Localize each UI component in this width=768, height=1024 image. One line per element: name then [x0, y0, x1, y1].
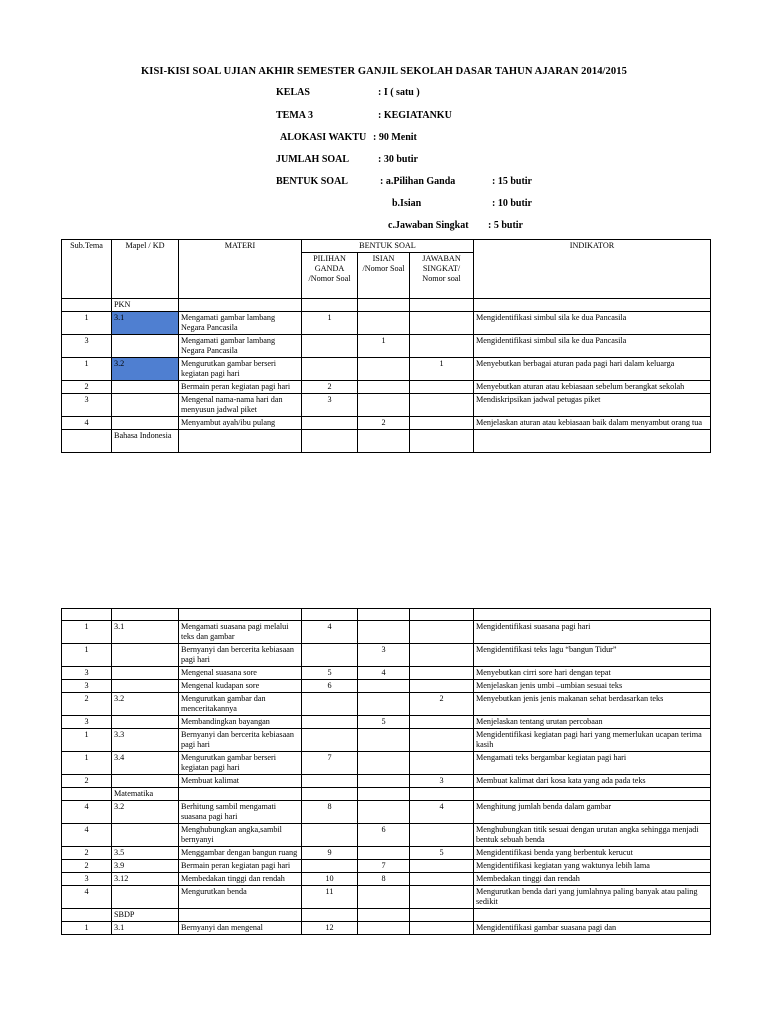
table-row	[62, 716, 711, 729]
cell-subtema: 2	[62, 860, 112, 873]
cell-jawaban-singkat: 4	[410, 801, 474, 824]
cell-pilihan-ganda	[302, 358, 358, 381]
cell-subtema: 2	[62, 693, 112, 716]
cell-pilihan-ganda: 3	[302, 394, 358, 417]
cell-pilihan-ganda	[302, 775, 358, 788]
cell-subtema: 3	[62, 716, 112, 729]
cell-subtema: 1	[62, 729, 112, 752]
cell-subtema: 4	[62, 824, 112, 847]
cell-indikator: Membedakan tinggi dan rendah	[474, 873, 711, 886]
cell-indikator: Membuat kalimat dari kosa kata yang ada pada teks	[474, 775, 711, 788]
cell-subtema: 2	[62, 775, 112, 788]
cell-materi: Mengamati suasana pagi melalui teks dan gambar	[179, 621, 302, 644]
cell-materi: Bermain peran kegiatan pagi hari	[179, 381, 302, 394]
cell-jawaban-singkat	[410, 335, 474, 358]
section-label: Matematika	[112, 788, 179, 801]
header-indikator: INDIKATOR	[474, 240, 711, 299]
cell-pilihan-ganda	[302, 417, 358, 430]
cell-indikator: Menyebutkan jenis jenis makanan sehat berdasarkan teks	[474, 693, 711, 716]
cell-indikator: Mengidentifikasi benda yang berbentuk kerucut	[474, 847, 711, 860]
table-row	[62, 860, 711, 873]
cell-isian: 6	[358, 824, 410, 847]
cell-jawaban-singkat	[410, 312, 474, 335]
cell-subtema: 2	[62, 381, 112, 394]
cell-indikator: Menjelaskan aturan atau kebiasaan baik dalam menyambut orang tua	[474, 417, 711, 430]
cell-jawaban-singkat: 5	[410, 847, 474, 860]
cell-indikator: Mendiskripsikan jadwal petugas piket	[474, 394, 711, 417]
cell-indikator: Mengamati teks bergambar kegiatan pagi hari	[474, 752, 711, 775]
table-row	[62, 312, 711, 335]
section-label: Bahasa Indonesia	[112, 430, 179, 453]
cell-pilihan-ganda	[302, 824, 358, 847]
cell-jawaban-singkat	[410, 680, 474, 693]
cell-isian	[358, 729, 410, 752]
cell-jawaban-singkat	[410, 394, 474, 417]
cell-indikator: Mengidentifikasi kegiatan pagi hari yang memerlukan ucapan terima kasih	[474, 729, 711, 752]
cell-jawaban-singkat	[410, 752, 474, 775]
cell-isian	[358, 693, 410, 716]
bentuk-a-value: : 15 butir	[492, 176, 532, 187]
header-pilihan-ganda: PILIHAN GANDA /Nomor Soal	[302, 253, 358, 299]
cell-jawaban-singkat	[410, 729, 474, 752]
cell-subtema: 3	[62, 873, 112, 886]
cell-isian	[358, 752, 410, 775]
section-label: SBDP	[112, 909, 179, 922]
cell-materi: Bernyanyi dan bercerita kebiasaan pagi hari	[179, 644, 302, 667]
table-row	[62, 824, 711, 847]
cell-indikator: Mengidentifikasi gambar suasana pagi dan	[474, 922, 711, 935]
cell-isian	[358, 847, 410, 860]
cell-indikator: Menyebutkan cirri sore hari dengan tepat	[474, 667, 711, 680]
cell-indikator: Menyebutkan berbagai aturan pada pagi hari dalam keluarga	[474, 358, 711, 381]
cell-indikator: Menghitung jumlah benda dalam gambar	[474, 801, 711, 824]
cell-pilihan-ganda	[302, 729, 358, 752]
cell-pilihan-ganda: 8	[302, 801, 358, 824]
cell-isian	[358, 381, 410, 394]
cell-materi: Membedakan tinggi dan rendah	[179, 873, 302, 886]
cell-pilihan-ganda: 6	[302, 680, 358, 693]
cell-jawaban-singkat: 3	[410, 775, 474, 788]
cell-pilihan-ganda	[302, 860, 358, 873]
table-row	[62, 775, 711, 788]
cell-kd: 3.2	[112, 693, 179, 716]
jumlah-label: JUMLAH SOAL	[276, 154, 350, 165]
cell-isian: 7	[358, 860, 410, 873]
cell-subtema: 1	[62, 358, 112, 381]
cell-kd	[112, 716, 179, 729]
cell-kd: 3.1	[112, 922, 179, 935]
cell-indikator: Mengurutkan benda dari yang jumlahnya paling banyak atau paling sedikit	[474, 886, 711, 909]
cell-subtema: 4	[62, 417, 112, 430]
header-materi: MATERI	[179, 240, 302, 299]
section-label: PKN	[112, 299, 179, 312]
cell-subtema: 3	[62, 394, 112, 417]
cell-subtema: 3	[62, 680, 112, 693]
cell-indikator: Mengidentifikasi teks lagu “bangun Tidur”	[474, 644, 711, 667]
cell-subtema: 1	[62, 644, 112, 667]
table-row	[62, 667, 711, 680]
table-row	[62, 394, 711, 417]
cell-isian	[358, 312, 410, 335]
cell-indikator: Mengidentifikasi kegiatan yang waktunya lebih lama	[474, 860, 711, 873]
cell-pilihan-ganda	[302, 716, 358, 729]
cell-jawaban-singkat	[410, 860, 474, 873]
cell-kd	[112, 335, 179, 358]
cell-indikator: Menjelaskan tentang urutan percobaan	[474, 716, 711, 729]
cell-materi: Menggambar dengan bangun ruang	[179, 847, 302, 860]
cell-materi: Membandingkan bayangan	[179, 716, 302, 729]
cell-isian: 4	[358, 667, 410, 680]
cell-materi: Mengurutkan gambar dan menceritakannya	[179, 693, 302, 716]
alokasi-value: : 90 Menit	[373, 132, 417, 143]
cell-isian	[358, 394, 410, 417]
cell-isian	[358, 621, 410, 644]
cell-materi: Berhitung sambil mengamati suasana pagi hari	[179, 801, 302, 824]
cell-pilihan-ganda	[302, 693, 358, 716]
cell-kd	[112, 680, 179, 693]
cell-kd	[112, 886, 179, 909]
cell-materi: Mengamati gambar lambang Negara Pancasila	[179, 312, 302, 335]
bentuk-b: b.Isian	[392, 198, 422, 209]
cell-isian: 8	[358, 873, 410, 886]
cell-kd: 3.1	[112, 621, 179, 644]
cell-materi: Mengenal kudapan sore	[179, 680, 302, 693]
cell-indikator: Menyebutkan aturan atau kebiasaan sebelum berangkat sekolah	[474, 381, 711, 394]
bentuk-a: : a.Pilihan Ganda	[380, 176, 456, 187]
document-title: KISI-KISI SOAL UJIAN AKHIR SEMESTER GANJIL SEKOLAH DASAR TAHUN AJARAN 2014/2015	[141, 66, 627, 77]
cell-subtema: 4	[62, 801, 112, 824]
tema-label: TEMA 3	[276, 110, 313, 121]
table-row	[62, 873, 711, 886]
table-row	[62, 801, 711, 824]
cell-kd: 3.12	[112, 873, 179, 886]
cell-subtema: 2	[62, 847, 112, 860]
table-row	[62, 847, 711, 860]
kelas-label: KELAS	[276, 87, 310, 98]
cell-isian	[358, 775, 410, 788]
header-mapel: Mapel / KD	[112, 240, 179, 299]
cell-jawaban-singkat	[410, 716, 474, 729]
section-row-bahasa	[62, 430, 711, 453]
header-isian: ISIAN /Nomor Soal	[358, 253, 410, 299]
cell-subtema: 1	[62, 621, 112, 644]
bentuk-label: BENTUK SOAL	[276, 176, 348, 187]
cell-kd	[112, 824, 179, 847]
cell-materi: Menyambut ayah/ibu pulang	[179, 417, 302, 430]
cell-pilihan-ganda: 5	[302, 667, 358, 680]
cell-pilihan-ganda: 10	[302, 873, 358, 886]
cell-jawaban-singkat	[410, 381, 474, 394]
cell-pilihan-ganda: 7	[302, 752, 358, 775]
cell-indikator: Menjelaskan jenis umbi –umbian sesuai teks	[474, 680, 711, 693]
cell-pilihan-ganda: 1	[302, 312, 358, 335]
table-row	[62, 335, 711, 358]
cell-kd	[112, 667, 179, 680]
cell-indikator: Mengidentifikasi simbul sila ke dua Pancasila	[474, 312, 711, 335]
cell-materi: Bernyanyi dan mengenal	[179, 922, 302, 935]
cell-jawaban-singkat	[410, 886, 474, 909]
cell-kd: 3.1	[112, 312, 179, 335]
cell-pilihan-ganda: 11	[302, 886, 358, 909]
table-row	[62, 752, 711, 775]
table-row	[62, 922, 711, 935]
kisi-table-1	[61, 239, 711, 453]
cell-subtema: 1	[62, 922, 112, 935]
section-row-matematika	[62, 788, 711, 801]
cell-kd: 3.2	[112, 801, 179, 824]
header-jawaban-singkat: JAWABAN SINGKAT/ Nomor soal	[410, 253, 474, 299]
alokasi-label: ALOKASI WAKTU	[280, 132, 367, 143]
cell-subtema: 1	[62, 312, 112, 335]
header-subtema: Sub.Tema	[62, 240, 112, 299]
bentuk-c: c.Jawaban Singkat	[388, 220, 469, 231]
table-row	[62, 358, 711, 381]
cell-pilihan-ganda: 12	[302, 922, 358, 935]
table-row	[62, 644, 711, 667]
cell-materi: Mengurutkan benda	[179, 886, 302, 909]
cell-kd: 3.5	[112, 847, 179, 860]
table-row	[62, 680, 711, 693]
cell-isian	[358, 358, 410, 381]
cell-kd	[112, 381, 179, 394]
cell-jawaban-singkat	[410, 417, 474, 430]
cell-kd: 3.2	[112, 358, 179, 381]
cell-materi: Mengamati gambar lambang Negara Pancasila	[179, 335, 302, 358]
cell-kd	[112, 394, 179, 417]
cell-isian: 1	[358, 335, 410, 358]
cell-indikator: Mengidentifikasi simbul sila ke dua Pancasila	[474, 335, 711, 358]
cell-pilihan-ganda: 9	[302, 847, 358, 860]
kisi-table-2	[61, 608, 711, 935]
cell-subtema: 4	[62, 886, 112, 909]
cell-materi: Bermain peran kegiatan pagi hari	[179, 860, 302, 873]
cell-pilihan-ganda	[302, 644, 358, 667]
cell-isian: 2	[358, 417, 410, 430]
cell-indikator: Mengidentifikasi suasana pagi hari	[474, 621, 711, 644]
tema-value: : KEGIATANKU	[378, 110, 452, 121]
cell-materi: Mengenal suasana sore	[179, 667, 302, 680]
cell-jawaban-singkat	[410, 873, 474, 886]
table-row	[62, 729, 711, 752]
header-bentuk-soal: BENTUK SOAL	[302, 240, 474, 253]
cell-kd: 3.3	[112, 729, 179, 752]
cell-pilihan-ganda	[302, 335, 358, 358]
table-row	[62, 621, 711, 644]
bentuk-b-value: : 10 butir	[492, 198, 532, 209]
cell-pilihan-ganda: 2	[302, 381, 358, 394]
cell-materi: Membuat kalimat	[179, 775, 302, 788]
section-row-pkn	[62, 299, 711, 312]
cell-jawaban-singkat	[410, 621, 474, 644]
cell-isian	[358, 801, 410, 824]
cell-kd	[112, 775, 179, 788]
table-row	[62, 417, 711, 430]
cell-subtema: 3	[62, 335, 112, 358]
cell-subtema: 3	[62, 667, 112, 680]
cell-jawaban-singkat	[410, 922, 474, 935]
kelas-value: : I ( satu )	[378, 87, 420, 98]
cell-isian	[358, 886, 410, 909]
cell-kd: 3.9	[112, 860, 179, 873]
cell-materi: Mengurutkan gambar berseri kegiatan pagi hari	[179, 358, 302, 381]
cell-jawaban-singkat	[410, 644, 474, 667]
cell-materi: Mengurutkan gambar berseri kegiatan pagi hari	[179, 752, 302, 775]
table-row	[62, 381, 711, 394]
table-row	[62, 886, 711, 909]
cell-kd: 3.4	[112, 752, 179, 775]
jumlah-value: : 30 butir	[378, 154, 418, 165]
cell-subtema: 1	[62, 752, 112, 775]
cell-jawaban-singkat: 2	[410, 693, 474, 716]
cell-isian	[358, 680, 410, 693]
cell-isian	[358, 922, 410, 935]
cell-isian: 5	[358, 716, 410, 729]
cell-jawaban-singkat	[410, 824, 474, 847]
cell-jawaban-singkat: 1	[410, 358, 474, 381]
empty-row	[62, 609, 711, 621]
cell-indikator: Menghubungkan titik sesuai dengan urutan angka sehingga menjadi bentuk sebuah benda	[474, 824, 711, 847]
cell-materi: Bernyanyi dan bercerita kebiasaan pagi hari	[179, 729, 302, 752]
cell-materi: Mengenal nama-nama hari dan menyusun jadwal piket	[179, 394, 302, 417]
cell-jawaban-singkat	[410, 667, 474, 680]
cell-isian: 3	[358, 644, 410, 667]
section-row-sbdp	[62, 909, 711, 922]
cell-materi: Menghubungkan angka,sambil bernyanyi	[179, 824, 302, 847]
bentuk-c-value: : 5 butir	[488, 220, 523, 231]
cell-kd	[112, 644, 179, 667]
cell-kd	[112, 417, 179, 430]
cell-pilihan-ganda: 4	[302, 621, 358, 644]
table-row	[62, 693, 711, 716]
